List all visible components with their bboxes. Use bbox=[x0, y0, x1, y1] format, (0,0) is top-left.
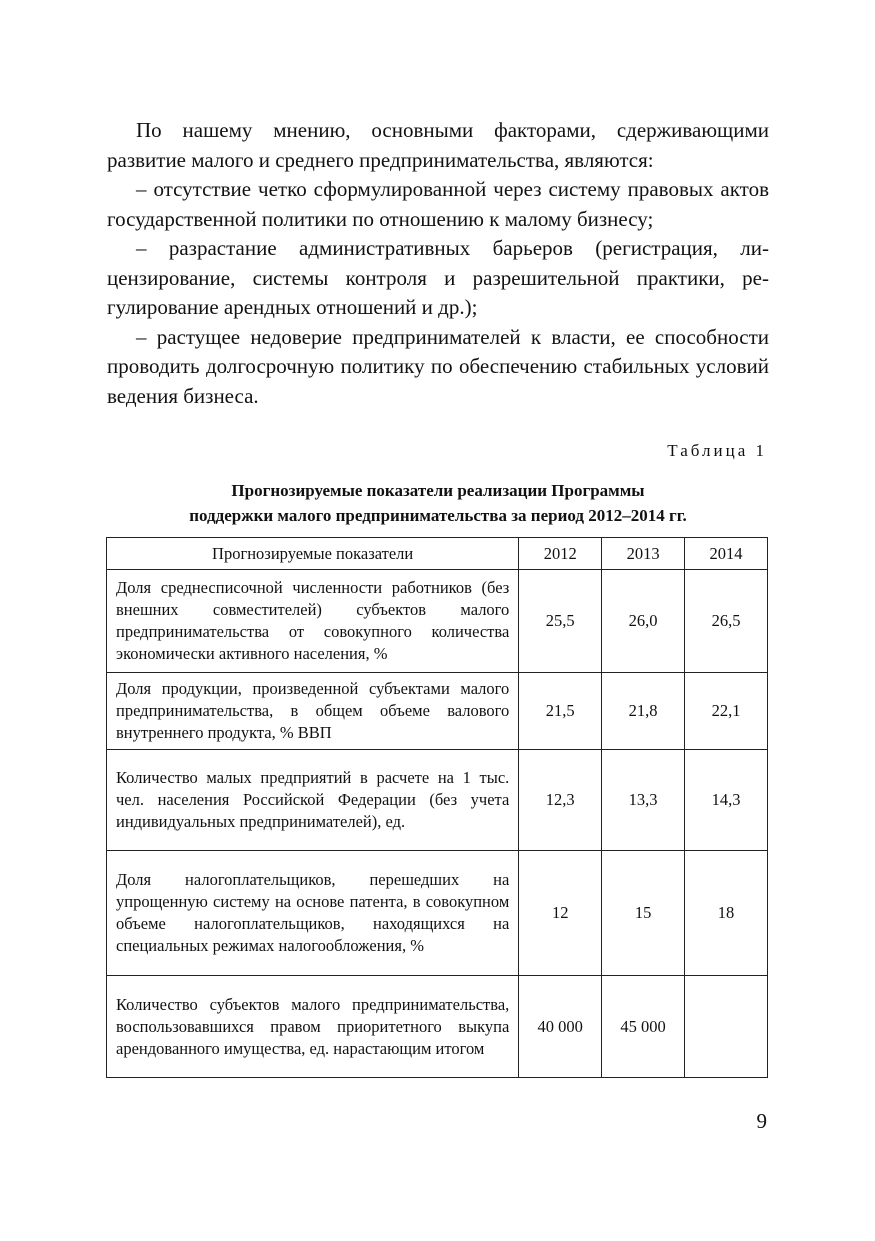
forecast-table bbox=[106, 537, 768, 1078]
table-row bbox=[107, 750, 768, 851]
header-2014: 2014 bbox=[685, 538, 768, 570]
value-2013: 13,3 bbox=[602, 750, 685, 851]
value-2013: 15 bbox=[602, 851, 685, 976]
indicator-cell: Доля налогоплательщиков, перешедших на упрощенную систему на основе патента, в совокупном объеме налогоплательщиков, находящихся на специальных режимах налогообложения, % bbox=[107, 851, 519, 976]
value-2012: 21,5 bbox=[519, 673, 602, 750]
value-2014 bbox=[685, 976, 768, 1078]
table-row bbox=[107, 851, 768, 976]
value-2014: 14,3 bbox=[685, 750, 768, 851]
table-title-line-1: Прогнозируемые показатели реализации Программы bbox=[231, 481, 645, 500]
page-number: 9 bbox=[756, 1109, 767, 1133]
body-text bbox=[107, 116, 769, 411]
table-title-line-2: поддержки малого предпринимательства за период 2012–2014 гг. bbox=[189, 506, 687, 525]
table-row bbox=[107, 976, 768, 1078]
intro-paragraph: По нашему мнению, основными факторами, сдерживающими развитие малого и среднего предпринимательства, являются: bbox=[107, 118, 769, 172]
value-2014: 22,1 bbox=[685, 673, 768, 750]
value-2014: 18 bbox=[685, 851, 768, 976]
value-2012: 25,5 bbox=[519, 570, 602, 673]
value-2012: 40 000 bbox=[519, 976, 602, 1078]
header-2012: 2012 bbox=[519, 538, 602, 570]
value-2014: 26,5 bbox=[685, 570, 768, 673]
indicator-cell: Количество малых предприятий в расчете на 1 тыс. чел. населения Российской Федерации (без учета индивидуальных предпринимателей), ед. bbox=[107, 750, 519, 851]
table-row bbox=[107, 570, 768, 673]
indicator-cell: Доля продукции, произведенной субъектами малого предпринимательства, в общем объеме валового внутреннего продукта, % ВВП bbox=[107, 673, 519, 750]
value-2013: 45 000 bbox=[602, 976, 685, 1078]
list-item-distrust: – растущее недоверие предпринимателей к власти, ее способности проводить долгосрочную политику по обеспечению стабильных условий ведения бизнеса. bbox=[107, 324, 769, 408]
value-2012: 12 bbox=[519, 851, 602, 976]
table-row bbox=[107, 673, 768, 750]
value-2013: 21,8 bbox=[602, 673, 685, 750]
header-2013: 2013 bbox=[602, 538, 685, 570]
header-indicators: Прогнозируемые показатели bbox=[107, 538, 519, 570]
value-2012: 12,3 bbox=[519, 750, 602, 851]
table-title bbox=[107, 478, 769, 528]
list-item-barriers: – разрастание административных барьеров (регистрация, лицензирование, системы контроля и разрешительной практики, регулирование арендных отношений и др.); bbox=[107, 236, 769, 319]
table-label: Таблица 1 bbox=[667, 441, 767, 460]
indicator-cell: Количество субъектов малого предпринимательства, воспользовавшихся правом приоритетного выкупа арендованного имущества, ед. нарастающим итогом bbox=[107, 976, 519, 1078]
list-item-policy: – отсутствие четко сформулированной через систему правовых актов государственной политики по отношению к малому бизнесу; bbox=[107, 177, 769, 231]
table-header-row bbox=[107, 538, 768, 570]
value-2013: 26,0 bbox=[602, 570, 685, 673]
indicator-cell: Доля среднесписочной численности работников (без внешних совместителей) субъектов малого предпринимательства от совокупного количества экономически активного населения, % bbox=[107, 570, 519, 673]
